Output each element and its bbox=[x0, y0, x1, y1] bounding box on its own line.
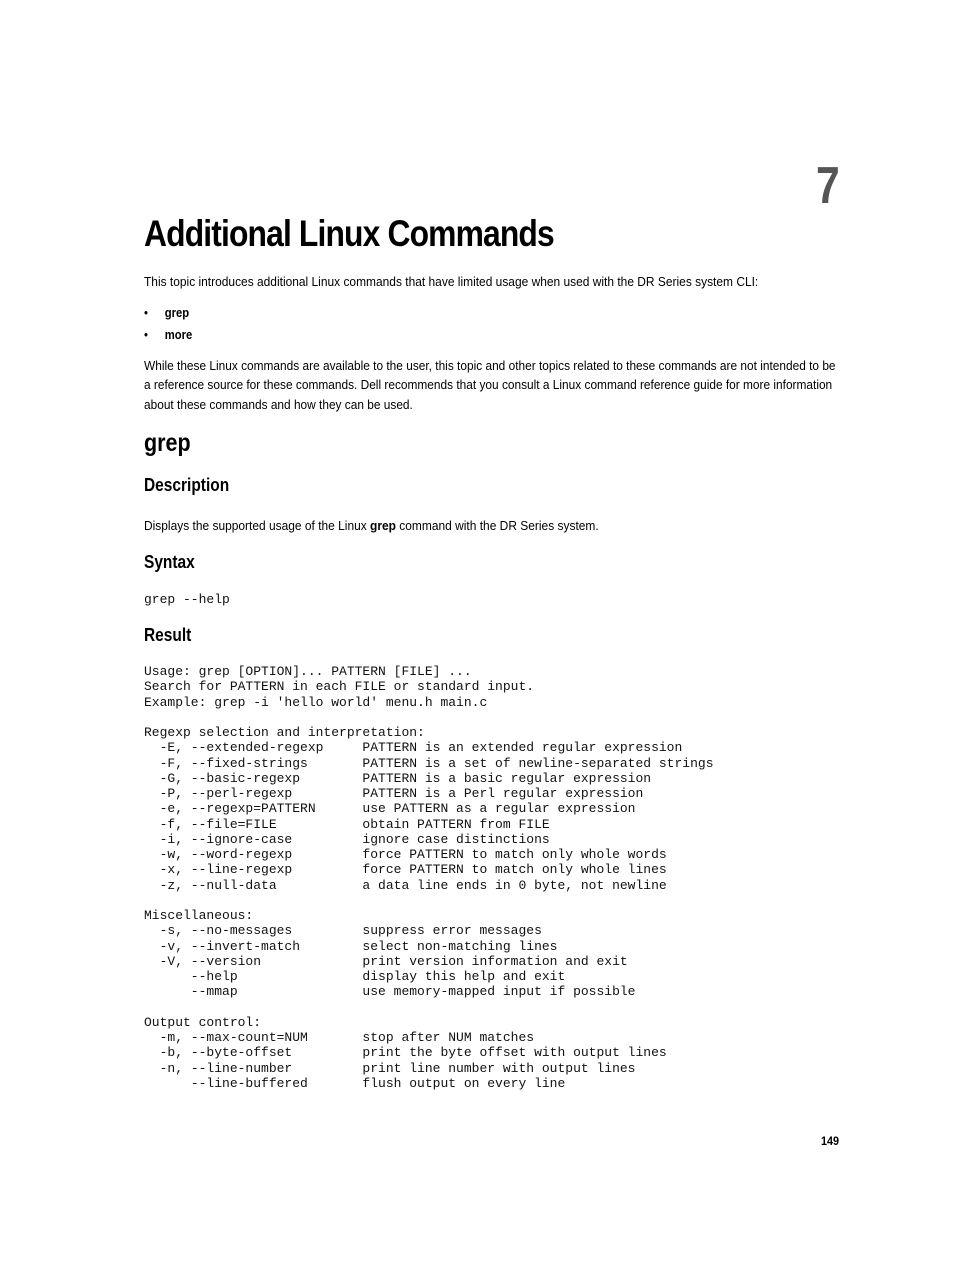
section-title: grep bbox=[144, 429, 191, 457]
chapter-number: 7 bbox=[816, 157, 839, 215]
description-text-end: command with the DR Series system. bbox=[395, 518, 599, 533]
description-heading: Description bbox=[144, 475, 230, 495]
syntax-heading: Syntax bbox=[144, 552, 195, 572]
list-item-label: more bbox=[164, 328, 193, 342]
intro-text: This topic introduces additional Linux commands that have limited usage when used with the DR Series system CLI: bbox=[144, 274, 759, 289]
document-page bbox=[144, 0, 839, 1268]
result-heading: Result bbox=[144, 625, 192, 645]
syntax-code: grep --help bbox=[144, 592, 230, 607]
list-item-label: grep bbox=[164, 306, 190, 320]
bullet-icon: • bbox=[144, 306, 148, 320]
command-list bbox=[144, 304, 198, 348]
chapter-title: Additional Linux Commands bbox=[144, 213, 554, 254]
list-item bbox=[144, 304, 192, 326]
page-number: 149 bbox=[820, 1134, 839, 1148]
description-text bbox=[144, 516, 599, 535]
description-text-start: Displays the supported usage of the Linux bbox=[144, 518, 371, 533]
body-paragraph: While these Linux commands are available to the user, this topic and other topics related to these commands are not intended to be a reference source for these commands. Dell recommends that you consult a Linux command reference guide for more information about these commands and how they can be used. bbox=[144, 358, 836, 412]
command-name: grep bbox=[370, 518, 396, 533]
result-code: Usage: grep [OPTION]... PATTERN [FILE] ... Search for PATTERN in each FILE or standard input. Example: grep -i 'hello world' menu.h main.c Regexp selection and interpretation: -E, --extended-regexp PATTERN is an extended regular expression -F, --fixed-strings PATTERN is a set of newline-separated strings -G, --basic-regexp PATTERN is a basic regular expression -P, --perl-regexp PATTERN is a Perl regular expression -e, --regexp=PATTERN use PATTERN as a regular expression -f, --file=FILE obtain PATTERN from FILE -i, --ignore-case ignore case distinctions -w, --word-regexp force PATTERN to match only whole words -x, --line-regexp force PATTERN to match only whole lines -z, --null-data a data line ends in 0 byte, not newline Miscellaneous: -s, --no-messages suppress error messages -v, --invert-match select non-matching lines -V, --version print version information and exit --help display this help and exit --mmap use memory-mapped input if possible Output control: -m, --max-count=NUM stop after NUM matches -b, --byte-offset print the byte offset with output lines -n, --line-number print line number with output lines --line-buffered flush output on every line bbox=[144, 664, 714, 1091]
list-item bbox=[144, 326, 192, 348]
bullet-icon: • bbox=[144, 328, 148, 342]
